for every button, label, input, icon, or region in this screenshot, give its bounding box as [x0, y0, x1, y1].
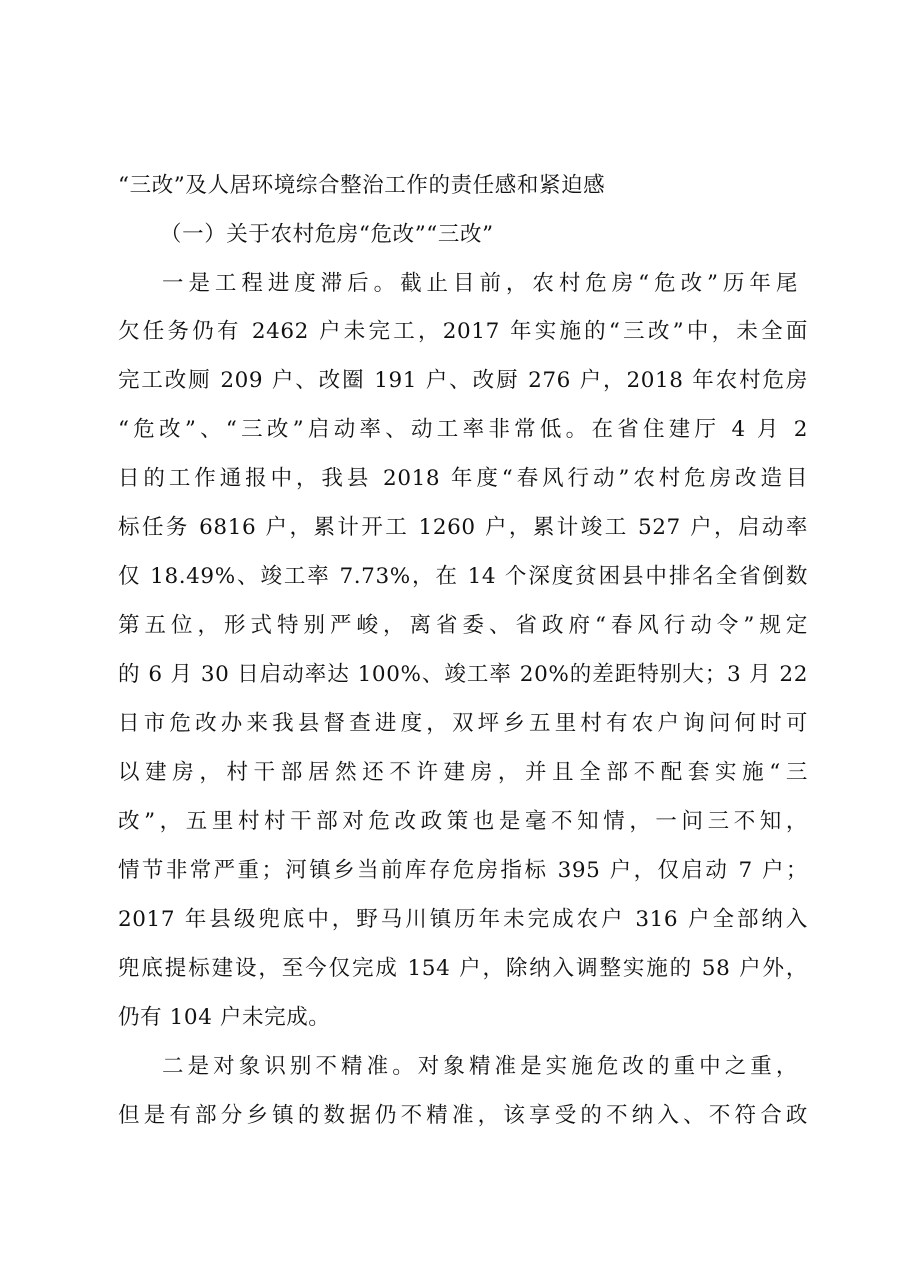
paragraph-line-17: 兜底提标建设，至今仅完成 154 户，除纳入调整实施的 58 户外， — [118, 956, 808, 981]
paragraph-line-16: 2017 年县级兜底中，野马川镇历年未完成农户 316 户全部纳入 — [118, 907, 808, 932]
paragraph-line-8: 标任务 6816 户，累计开工 1260 户，累计竣工 527 户，启动率 — [118, 515, 808, 540]
paragraph-line-12: 日市危改办来我县督查进度，双坪乡五里村有农户询问何时可 — [118, 711, 808, 736]
paragraph-line-5: 完工改厕 209 户、改圈 191 户、改厨 276 户，2018 年农村危房 — [118, 368, 808, 393]
paragraph-line-9: 仅 18.49%、竣工率 7.73%，在 14 个深度贫困县中排名全省倒数 — [118, 564, 808, 589]
paragraph-line-19: 二是对象识别不精准。对象精准是实施危改的重中之重， — [162, 1054, 798, 1079]
paragraph-line-4: 欠任务仍有 2462 户未完工，2017 年实施的“三改”中，未全面 — [118, 319, 808, 344]
paragraph-line-3: 一是工程进度滞后。截止目前，农村危房“危改”历年尾 — [162, 271, 798, 296]
section-heading: （一）关于农村危房“危改”“三改” — [160, 222, 494, 247]
paragraph-line-14: 改”，五里村村干部对危改政策也是毫不知情，一问三不知， — [118, 809, 808, 834]
paragraph-line-18: 仍有 104 户未完成。 — [118, 1005, 331, 1030]
paragraph-line-13: 以建房，村干部居然还不许建房，并且全部不配套实施“三 — [118, 760, 808, 785]
paragraph-line-11: 的 6 月 30 日启动率达 100%、竣工率 20%的差距特别大；3 月 22 — [118, 662, 808, 687]
paragraph-line-6: “危改”、“三改”启动率、动工率非常低。在省住建厅 4 月 2 — [118, 417, 808, 442]
paragraph-line-10: 第五位，形式特别严峻，离省委、省政府“春风行动令”规定 — [118, 613, 808, 638]
paragraph-line-20: 但是有部分乡镇的数据仍不精准，该享受的不纳入、不符合政 — [118, 1103, 808, 1128]
paragraph-line-1: “三改”及人居环境综合整治工作的责任感和紧迫感 — [118, 173, 606, 198]
paragraph-line-7: 日的工作通报中，我县 2018 年度“春风行动”农村危房改造目 — [118, 466, 808, 491]
paragraph-line-15: 情节非常严重；河镇乡当前库存危房指标 395 户，仅启动 7 户； — [118, 858, 808, 883]
